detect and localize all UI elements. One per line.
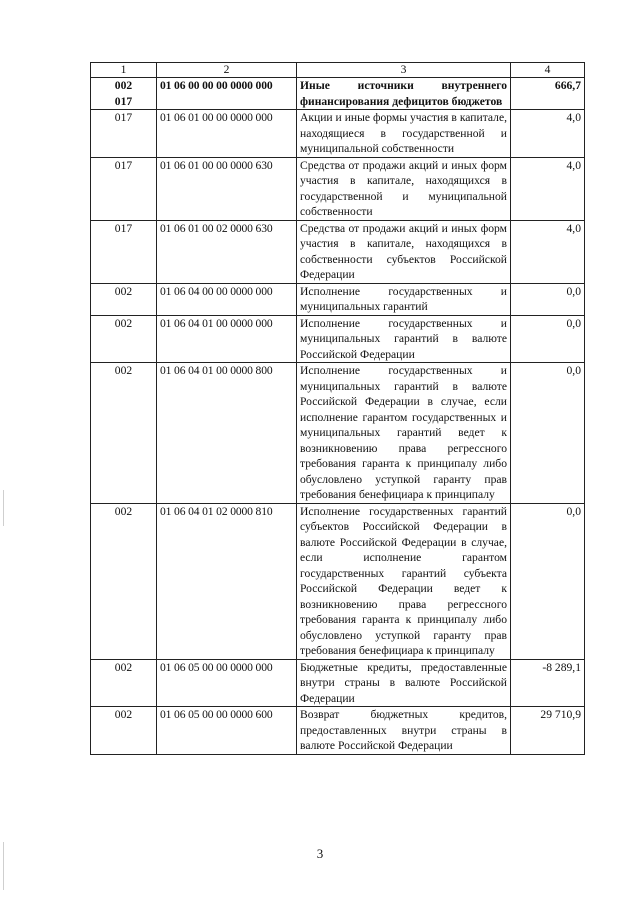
budget-classification-code: 01 06 05 00 00 0000 000 (157, 659, 297, 707)
table-row (91, 157, 585, 220)
table-row (91, 220, 585, 283)
table-header-row (91, 63, 585, 78)
amount-value: 4,0 (511, 220, 585, 283)
admin-code: 017 (114, 111, 133, 124)
amount-value: 0,0 (511, 315, 585, 363)
admin-code-cell (91, 110, 157, 158)
scan-margin-mark (3, 490, 4, 526)
admin-code-cell (91, 707, 157, 755)
source-name: Средства от продажи акций и иных форм участия в капитале, находящихся в собственности субъектов Российской Федерации (297, 220, 511, 283)
admin-code-cell (91, 503, 157, 659)
table-row (91, 363, 585, 504)
admin-code-cell (91, 315, 157, 363)
table-row (91, 707, 585, 755)
admin-code: 002 (114, 316, 133, 330)
admin-code-cell (91, 157, 157, 220)
source-name: Исполнение государственных и муниципальных гарантий в валюте Российской Федерации в случае, если исполнение гарантом государственных и муниципальных гарантий ведет к возникновению права регрессного требования гаранта к принципалу либо обусловлено уступкой гаранту прав требования бенефициара к принципалу (297, 363, 511, 504)
source-name: Исполнение государственных и муниципальных гарантий в валюте Российской Федерации (297, 315, 511, 363)
amount-value: 29 710,9 (511, 707, 585, 755)
budget-classification-code: 01 06 04 00 00 0000 000 (157, 283, 297, 315)
budget-sources-table (90, 62, 585, 755)
admin-code: 017 (114, 94, 133, 108)
admin-code-cell (91, 659, 157, 707)
admin-code: 017 (114, 221, 133, 235)
source-name: Иные источники внутреннего финансирования дефицитов бюджетов (297, 78, 511, 110)
budget-classification-code: 01 06 00 00 00 0000 000 (157, 78, 297, 110)
admin-code: 002 (114, 504, 133, 518)
column-header-1: 1 (91, 63, 157, 78)
admin-code: 002 (114, 284, 133, 298)
column-header-4: 4 (511, 63, 585, 78)
amount-value: 4,0 (511, 157, 585, 220)
amount-value: 0,0 (511, 283, 585, 315)
amount-value: -8 289,1 (511, 659, 585, 707)
budget-classification-code: 01 06 01 00 00 0000 630 (157, 157, 297, 220)
source-name: Возврат бюджетных кредитов, предоставленных внутри страны в валюте Российской Федерации (297, 707, 511, 755)
source-name: Исполнение государственных гарантий субъектов Российской Федерации в валюте Российской Федерации в случае, если исполнение гарантом государственных гарантий субъекта Российской Федерации ведет к возникновению права регрессного требования гаранта к принципалу либо обусловлено уступкой гаранту прав требования бенефициара к принципалу (297, 503, 511, 659)
table-row (91, 283, 585, 315)
table-row (91, 659, 585, 707)
table-row (91, 503, 585, 659)
budget-classification-code: 01 06 04 01 00 0000 000 (157, 315, 297, 363)
source-name: Бюджетные кредиты, предоставленные внутри страны в валюте Российской Федерации (297, 659, 511, 707)
admin-code-cell (91, 78, 157, 110)
source-name: Средства от продажи акций и иных форм участия в капитале, находящихся в государственной и муниципальной собственности (297, 157, 511, 220)
column-header-3: 3 (297, 63, 511, 78)
source-name: Акции и иные формы участия в капитале, находящиеся в государственной и муниципальной собственности (297, 110, 511, 158)
admin-code: 017 (114, 158, 133, 172)
column-header-2: 2 (157, 63, 297, 78)
admin-code: 002 (114, 364, 133, 377)
budget-classification-code: 01 06 04 01 02 0000 810 (157, 503, 297, 659)
admin-code: 002 (114, 708, 133, 721)
admin-code-cell (91, 363, 157, 504)
amount-value: 0,0 (511, 503, 585, 659)
table-row (91, 78, 585, 110)
budget-classification-code: 01 06 01 00 02 0000 630 (157, 220, 297, 283)
source-name: Исполнение государственных и муниципальных гарантий (297, 283, 511, 315)
admin-code: 002 (114, 660, 133, 674)
page-number: 3 (316, 846, 324, 861)
budget-classification-code: 01 06 01 00 00 0000 000 (157, 110, 297, 158)
amount-value: 0,0 (511, 363, 585, 504)
amount-value: 666,7 (511, 78, 585, 110)
budget-classification-code: 01 06 04 01 00 0000 800 (157, 363, 297, 504)
admin-code: 002 (114, 79, 133, 92)
table-row (91, 315, 585, 363)
admin-code-cell (91, 220, 157, 283)
budget-classification-code: 01 06 05 00 00 0000 600 (157, 707, 297, 755)
table-row (91, 110, 585, 158)
amount-value: 4,0 (511, 110, 585, 158)
table-body (91, 78, 585, 755)
admin-code-cell (91, 283, 157, 315)
